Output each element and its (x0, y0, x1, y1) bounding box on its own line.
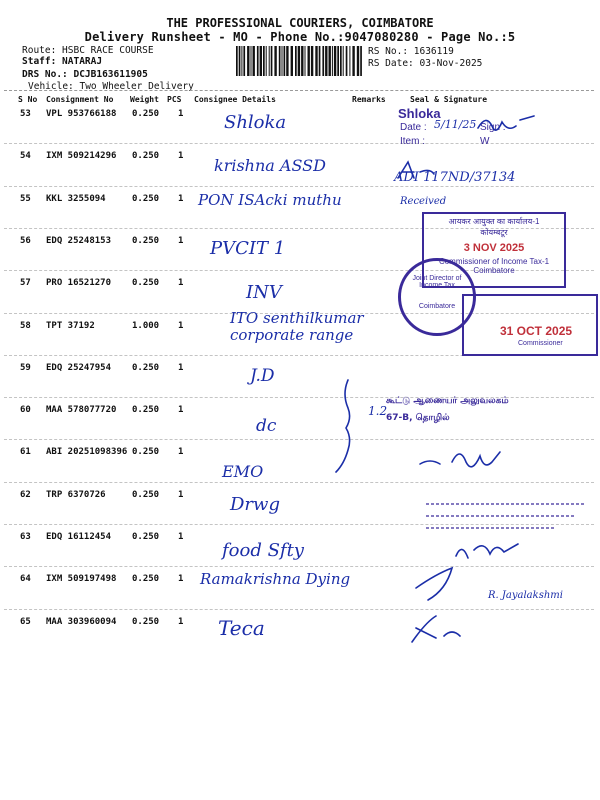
col-pcs: PCS (167, 95, 182, 104)
handwritten-consignee-62: Drwg (230, 494, 280, 515)
handwritten-consignee-61: EMO (222, 462, 264, 481)
row-weight: 0.250 (132, 405, 160, 415)
row-sno: 58 (20, 321, 31, 331)
row-divider (4, 397, 594, 398)
barcode-bar (282, 46, 283, 76)
barcode-bar (343, 46, 344, 76)
barcode-bar (334, 46, 336, 76)
row-pcs: 1 (178, 532, 184, 542)
row-sno: 62 (20, 490, 31, 500)
row-consignment: EDQ 25248153 (46, 236, 112, 246)
barcode-bar (340, 46, 342, 76)
row-sno: 54 (20, 151, 31, 161)
row-consignment: IXM 509214296 (46, 151, 117, 161)
route: Route: HSBC RACE COURSE (22, 45, 154, 56)
row-consignment: ABI 20251098396 (46, 447, 128, 457)
row-sno: 53 (20, 109, 31, 119)
row-pcs: 1 (178, 321, 184, 331)
row-divider (4, 609, 594, 610)
col-weight: Weight (130, 95, 159, 104)
row-consignment: KKL 3255094 (46, 194, 106, 204)
row-consignment: EDQ 16112454 (46, 532, 112, 542)
tamil-office-line1: கூட்டு ஆணையர் அலுவலகம் (386, 396, 509, 406)
barcode-bar (260, 46, 262, 76)
handwritten-consignee-58: ITO senthilkumar corporate range (230, 309, 364, 344)
shloka-item-label: Item : (400, 136, 426, 147)
barcode-bar (357, 46, 359, 76)
row-pcs: 1 (178, 574, 184, 584)
income-tax-office-stamp (422, 212, 566, 288)
table-row (0, 278, 600, 292)
row-pcs: 1 (178, 194, 184, 204)
barcode-bar (337, 46, 339, 76)
barcode-bar (286, 46, 288, 76)
table-row (0, 447, 600, 461)
row-divider (4, 566, 594, 567)
row-consignment: PRO 16521270 (46, 278, 112, 288)
barcode-bar (274, 46, 276, 76)
barcode-bar (239, 46, 241, 76)
row-pcs: 1 (178, 363, 184, 373)
handwritten-consignee-59: J.D (250, 366, 275, 386)
row-divider (4, 482, 594, 483)
barcode-bar (266, 46, 267, 76)
barcode-bar (298, 46, 300, 76)
row-pcs: 1 (178, 447, 184, 457)
handwritten-consignee-64: Ramakrishna Dying (200, 570, 351, 588)
row-sno: 61 (20, 447, 31, 457)
drs-number: DRS No.: DCJB163611905 (22, 69, 148, 80)
row-weight: 0.250 (132, 109, 160, 119)
table-row (0, 151, 600, 165)
signature-63 (456, 544, 518, 558)
row-consignment: VPL 953766188 (46, 109, 117, 119)
row-sno: 56 (20, 236, 31, 246)
barcode-bar (271, 46, 273, 76)
barcode-bar (269, 46, 270, 76)
table-row (0, 109, 600, 123)
row-pcs: 1 (178, 405, 184, 415)
row-weight: 0.250 (132, 574, 160, 584)
row-sno: 64 (20, 574, 31, 584)
barcode-bar (291, 46, 293, 76)
office-received-date: 3 NOV 2025 (463, 242, 525, 254)
barcode (236, 46, 364, 76)
barcode-bar (325, 46, 327, 76)
table-row (0, 363, 600, 377)
barcode-bar (295, 46, 297, 76)
row-pcs: 1 (178, 278, 184, 288)
row-weight: 0.250 (132, 532, 160, 542)
handwritten-code-60: 1.2 (368, 404, 388, 418)
barcode-bar (236, 46, 238, 76)
received-note: Received (400, 196, 447, 207)
row-weight: 1.000 (132, 321, 160, 331)
handwritten-consignee-54: krishna ASSD (214, 156, 326, 175)
shloka-date-label: Date : (400, 122, 427, 133)
table-row (0, 532, 600, 546)
barcode-bar (360, 46, 362, 76)
col-consignment: Consignment No (46, 95, 114, 104)
handwritten-ref-54: ADI 117ND/37134 (394, 170, 516, 185)
row-sno: 59 (20, 363, 31, 373)
barcode-bar (311, 46, 313, 76)
handwritten-consignee-56: PVCIT 1 (210, 238, 286, 259)
handwritten-signature-64: R. Jayalakshmi (488, 590, 563, 601)
company-name: THE PROFESSIONAL COURIERS, COIMBATORE (166, 16, 434, 30)
seal-title: Joint Director of Income Tax (412, 275, 462, 289)
barcode-bar (308, 46, 310, 76)
shloka-sign-label: Sign : (480, 122, 506, 133)
rs-number: RS No.: 1636119 (368, 46, 454, 57)
staff: Staff: NATARAJ (22, 56, 103, 67)
row-weight: 0.250 (132, 194, 160, 204)
office-english-city: Coimbatore (473, 266, 515, 275)
row-pcs: 1 (178, 490, 184, 500)
row-consignment: MAA 303960094 (46, 617, 117, 627)
row-pcs: 1 (178, 617, 184, 627)
row-sno: 63 (20, 532, 31, 542)
barcode-bar (329, 46, 331, 76)
column-header-row (0, 94, 600, 106)
row-divider (4, 143, 594, 144)
table-row (0, 321, 600, 335)
row-consignment: EDQ 25247954 (46, 363, 112, 373)
row-sno: 60 (20, 405, 31, 415)
shloka-date-value: 5/11/25 (434, 118, 477, 131)
handwritten-consignee-55: PON ISAcki muthu (198, 191, 342, 209)
barcode-bar (322, 46, 324, 76)
barcode-bar (346, 46, 348, 76)
header-divider (4, 90, 594, 91)
table-row (0, 405, 600, 419)
seal-city: Coimbatore (418, 303, 456, 310)
row-weight: 0.250 (132, 236, 160, 246)
barcode-bar (305, 46, 306, 76)
table-row (0, 617, 600, 631)
row-sno: 57 (20, 278, 31, 288)
row-weight: 0.250 (132, 617, 160, 627)
row-divider (4, 313, 594, 314)
vehicle: Vehicle: Two Wheeler Delivery (28, 81, 194, 92)
barcode-bar (247, 46, 249, 76)
row-weight: 0.250 (132, 490, 160, 500)
barcode-bar (279, 46, 281, 76)
handwritten-consignee-60: dc (256, 416, 277, 436)
row-pcs: 1 (178, 151, 184, 161)
row-weight: 0.250 (132, 363, 160, 373)
handwritten-consignee-57: INV (246, 282, 282, 303)
col-remarks: Remarks (352, 95, 386, 104)
inline-commissioner: Commissioner (518, 340, 563, 347)
handwritten-consignee-63: food Sfty (222, 540, 304, 561)
office-hindi-name: आयकर आयुक्त का कार्यालय-1 (448, 217, 540, 226)
barcode-bar (284, 46, 286, 76)
row-weight: 0.250 (132, 278, 160, 288)
barcode-bar (263, 46, 265, 76)
row-sno: 65 (20, 617, 31, 627)
row-divider (4, 355, 594, 356)
barcode-bar (319, 46, 321, 76)
oct-received-date: 31 OCT 2025 (500, 324, 573, 338)
shloka-brand: Shloka (398, 106, 441, 121)
table-row (0, 490, 600, 504)
col-sno: S No (18, 95, 38, 104)
barcode-bar (243, 46, 245, 76)
row-divider (4, 524, 594, 525)
table-row (0, 191, 600, 209)
col-consignee: Consignee Details (194, 95, 276, 104)
row-divider (4, 228, 594, 229)
barcode-bar (315, 46, 317, 76)
barcode-bar (301, 46, 303, 76)
barcode-bar (257, 46, 259, 76)
table-row (0, 574, 600, 588)
barcode-bar (349, 46, 350, 76)
handwritten-consignee-65: Teca (218, 616, 265, 640)
handwritten-consignee-53: Shloka (224, 112, 287, 133)
row-consignment: TPT 37192 (46, 321, 95, 331)
office-english-name: Commissioner of Income Tax-1 (438, 257, 550, 266)
row-consignment: TRP 6370726 (46, 490, 106, 500)
row-pcs: 1 (178, 109, 184, 119)
table-row (0, 236, 600, 250)
row-divider (4, 186, 594, 187)
runsheet-subtitle: Delivery Runsheet - MO - Phone No.:9047080280 - Page No.:5 (84, 30, 516, 44)
row-pcs: 1 (178, 236, 184, 246)
col-seal-signature: Seal & Signature (410, 95, 488, 104)
row-divider (4, 439, 594, 440)
tamil-office-line2: 67-B, தொழில் (386, 413, 450, 423)
barcode-bar (332, 46, 333, 76)
row-consignment: MAA 578077720 (46, 405, 117, 415)
row-weight: 0.250 (132, 447, 160, 457)
barcode-bar (352, 46, 354, 76)
row-consignment: IXM 509197498 (46, 574, 117, 584)
barcode-bar (241, 46, 242, 76)
row-sno: 55 (20, 194, 31, 204)
shloka-weight-label: W (480, 136, 490, 147)
row-divider (4, 270, 594, 271)
barcode-bar (253, 46, 255, 76)
office-hindi-city: कोयम्बटूर (480, 228, 508, 237)
barcode-bar (251, 46, 252, 76)
rs-date: RS Date: 03-Nov-2025 (368, 58, 483, 69)
row-weight: 0.250 (132, 151, 160, 161)
